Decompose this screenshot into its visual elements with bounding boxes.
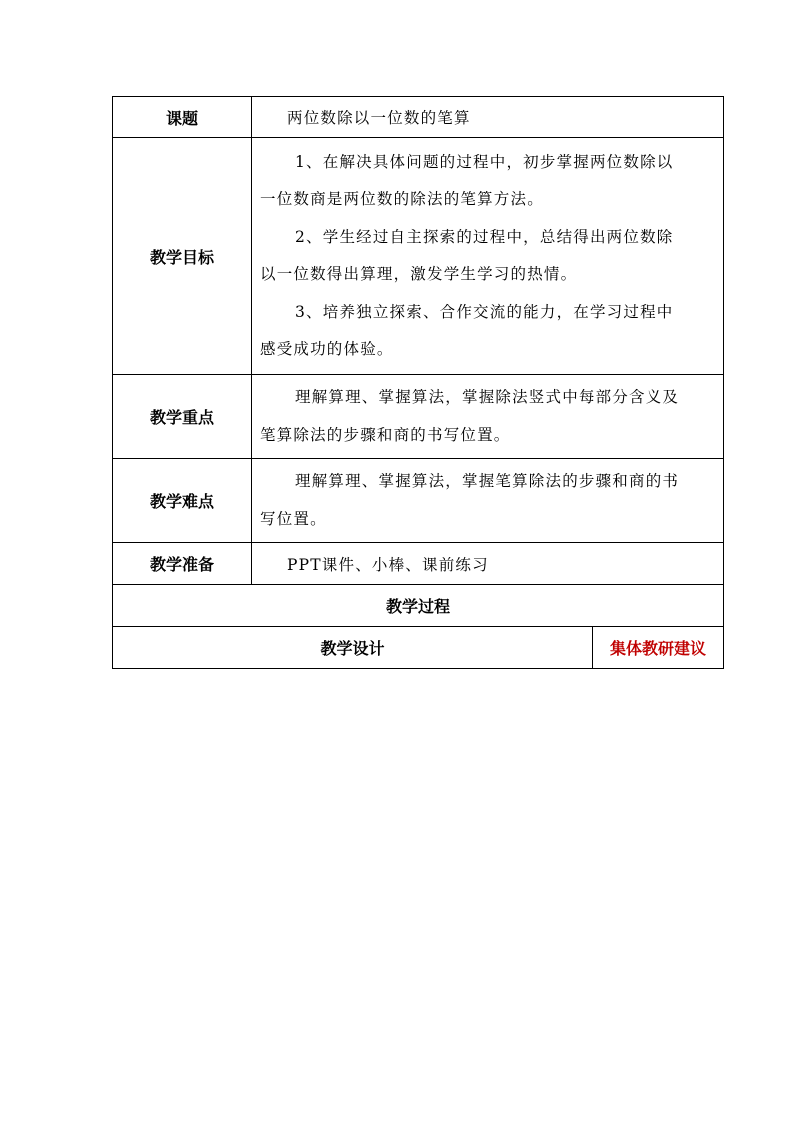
- difficulties-label: 教学难点: [113, 459, 252, 543]
- process-row: [113, 585, 724, 627]
- objectives-row: [113, 138, 724, 375]
- lesson-plan-table: [112, 96, 724, 669]
- design-heading: 教学设计: [113, 627, 593, 669]
- preparation-row: [113, 543, 724, 585]
- objective-line: 以一位数得出算理，激发学生学习的热情。: [260, 265, 578, 283]
- objective-line: 一位数商是两位数的除法的笔算方法。: [260, 190, 544, 208]
- objectives-content: [252, 138, 724, 375]
- difficulty-line: 写位置。: [260, 509, 327, 528]
- key-point-line: 理解算理、掌握算法，掌握除法竖式中每部分含义及: [295, 388, 680, 406]
- key-points-label: 教学重点: [113, 375, 252, 459]
- topic-row: [113, 97, 724, 138]
- preparation-value: PPT课件、小棒、课前练习: [287, 555, 489, 574]
- topic-value-cell: [252, 97, 724, 138]
- preparation-value-cell: [252, 543, 724, 585]
- key-points-row: [113, 375, 724, 459]
- topic-value: 两位数除以一位数的笔算: [287, 109, 471, 127]
- process-heading: 教学过程: [113, 585, 724, 627]
- objective-line: 2、学生经过自主探索的过程中，总结得出两位数除: [295, 227, 674, 246]
- key-point-line: 笔算除法的步骤和商的书写位置。: [260, 425, 511, 444]
- topic-label: 课题: [113, 97, 252, 138]
- key-points-content: [252, 375, 724, 459]
- objective-line: 感受成功的体验。: [260, 340, 394, 358]
- difficulties-row: [113, 459, 724, 543]
- collective-suggestion-heading: 集体教研建议: [593, 627, 724, 669]
- preparation-label: 教学准备: [113, 543, 252, 585]
- objective-line: 1、在解决具体问题的过程中，初步掌握两位数除以: [295, 152, 674, 171]
- difficulties-content: [252, 459, 724, 543]
- design-row: [113, 627, 724, 669]
- objectives-label: 教学目标: [113, 138, 252, 375]
- objective-line: 3、培养独立探索、合作交流的能力，在学习过程中: [295, 302, 674, 321]
- difficulty-line: 理解算理、掌握算法，掌握笔算除法的步骤和商的书: [295, 472, 680, 490]
